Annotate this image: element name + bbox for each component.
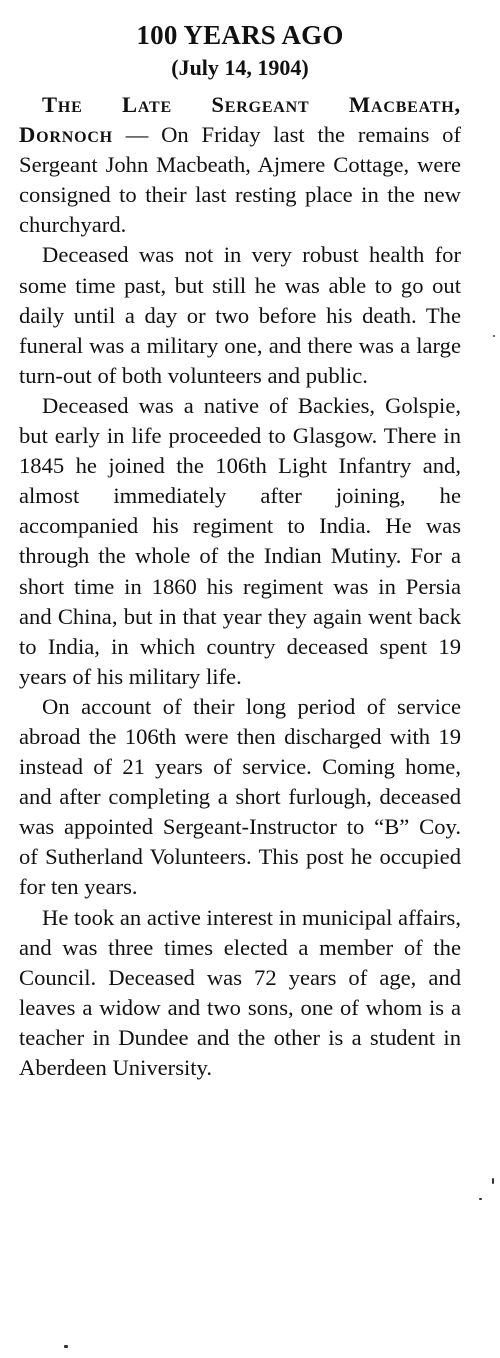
article-paragraph-2: Deceased was not in very robust health for some time past, but still he was able to go out daily until a day or two before his death. The funeral was a military one, and there was a large turn-out of both volunteers and public. xyxy=(19,242,461,388)
scan-speck xyxy=(492,1178,494,1184)
newspaper-article xyxy=(19,20,461,1083)
article-paragraph-3: Deceased was a native of Backies, Golspie, but early in life proceeded to Glasgow. There in 1845 he joined the 106th Light Infantry and, almost immediately after joining, he accompanied his regiment to India. He was through the whole of the Indian Mutiny. For a short time in 1860 his regiment was in Persia and China, but in that year they again went back to India, in which country deceased spent 19 years of his military life. xyxy=(19,392,461,689)
article-paragraph-1 xyxy=(19,90,461,240)
article-date: (July 14, 1904) xyxy=(171,55,309,80)
article-headline: 100 YEARS AGO xyxy=(136,20,344,50)
article-paragraph-4: On account of their long period of service abroad the 106th were then discharged with 19 instead of 21 years of service. Coming home, and after completing a short furlough, deceased was appointed Sergeant-Instructor to “B” Coy. of Sutherland Volunteers. This post he occupied for ten years. xyxy=(19,693,461,900)
scan-speck xyxy=(64,1345,68,1348)
paragraph-1-text: On Friday last the remains of Sergeant John Macbeath, Ajmere Cottage, were consigned to their last resting place in the new churchyard. xyxy=(19,122,461,238)
lead-dash: — xyxy=(112,122,162,148)
lead-heading: The Late Sergeant Macbeath, Dornoch xyxy=(19,92,461,148)
article-paragraph-5: He took an active interest in municipal affairs, and was three times elected a member of the Council. Deceased was 72 years of age, and leaves a widow and two sons, one of whom is a teacher in Dundee and the other is a student in Aberdeen University. xyxy=(19,904,461,1080)
scan-speck xyxy=(493,335,495,337)
scan-speck xyxy=(479,1198,482,1200)
